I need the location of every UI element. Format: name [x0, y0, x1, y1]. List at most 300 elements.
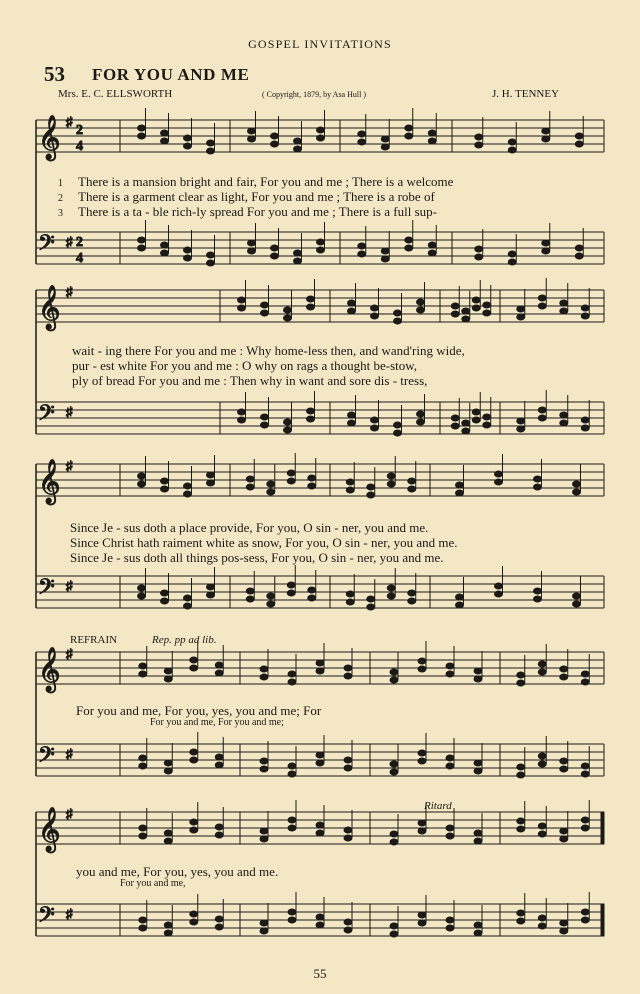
note-head [138, 245, 146, 251]
note-head [139, 825, 147, 831]
note-head [358, 251, 366, 257]
note-head [267, 489, 275, 495]
note-head [408, 486, 416, 492]
note-head [215, 916, 223, 922]
note-head [184, 595, 192, 601]
note-head [139, 925, 147, 931]
note-head [271, 141, 279, 147]
sharp-icon: ♯ [66, 906, 73, 921]
note-head [316, 660, 324, 666]
note-head [316, 922, 324, 928]
note-head [394, 430, 402, 436]
note-head [483, 302, 491, 308]
note-head [542, 128, 550, 134]
refrain-label: REFRAIN [70, 634, 118, 646]
note-head [248, 240, 256, 246]
note-head [394, 318, 402, 324]
note-head [284, 419, 292, 425]
copyright-notice: ( Copyright, 1879, by Asa Hull ) [262, 90, 366, 99]
note-head [462, 308, 470, 314]
note-head [348, 300, 356, 306]
note-head [581, 825, 589, 831]
note-head [139, 763, 147, 769]
note-head [418, 666, 426, 672]
note-head [261, 310, 269, 316]
note-head [215, 754, 223, 760]
note-head [287, 582, 295, 588]
note-head [184, 483, 192, 489]
sharp-icon: ♯ [66, 284, 73, 299]
note-head [581, 313, 589, 319]
note-head [164, 760, 172, 766]
note-head [534, 484, 542, 490]
note-head [581, 909, 589, 915]
note-head [538, 753, 546, 759]
note-head [138, 125, 146, 131]
note-head [260, 836, 268, 842]
note-head [138, 585, 146, 591]
note-head [190, 757, 198, 763]
note-head [288, 917, 296, 923]
note-head [475, 134, 483, 140]
note-head [428, 138, 436, 144]
note-head [316, 830, 324, 836]
note-head [517, 418, 525, 424]
note-head [207, 252, 215, 258]
refrain-direction: Rep. pp ad lib. [152, 634, 217, 646]
note-head [474, 760, 482, 766]
note-head [390, 839, 398, 845]
note-head [207, 148, 215, 154]
note-head [138, 481, 146, 487]
note-head [560, 666, 568, 672]
note-head [581, 771, 589, 777]
note-head [271, 133, 279, 139]
note-head [284, 307, 292, 313]
note-head [260, 928, 268, 934]
note-head [348, 412, 356, 418]
note-head [390, 831, 398, 837]
sharp-icon: ♯ [66, 746, 73, 761]
note-head [139, 917, 147, 923]
note-head [161, 138, 169, 144]
note-head [418, 912, 426, 918]
note-head [538, 915, 546, 921]
note-head [456, 594, 464, 600]
note-head [238, 297, 246, 303]
note-head [560, 308, 568, 314]
note-head [451, 311, 459, 317]
note-head [418, 750, 426, 756]
note-head [405, 125, 413, 131]
note-head [495, 479, 503, 485]
note-head [483, 414, 491, 420]
note-head [475, 142, 483, 148]
note-head [307, 416, 315, 422]
note-head [215, 762, 223, 768]
lyric-line: There is a mansion bright and fair, For you and me ; There is a welcome [78, 174, 454, 189]
note-head [451, 303, 459, 309]
note-head [417, 411, 425, 417]
note-head [260, 674, 268, 680]
note-head [475, 254, 483, 260]
note-head [138, 593, 146, 599]
note-head [474, 930, 482, 936]
note-head [417, 419, 425, 425]
sharp-icon: ♯ [66, 806, 73, 821]
note-head [246, 484, 254, 490]
note-head [139, 755, 147, 761]
note-head [581, 763, 589, 769]
note-head [261, 414, 269, 420]
note-head [184, 135, 192, 141]
note-head [294, 250, 302, 256]
note-head [344, 919, 352, 925]
note-head [346, 599, 354, 605]
note-head [371, 305, 379, 311]
note-head [456, 482, 464, 488]
note-head [387, 585, 395, 591]
lyric-line: There is a ta - ble rich-ly spread For you and me ; There is a full sup- [78, 204, 437, 219]
note-head [164, 768, 172, 774]
note-head [451, 423, 459, 429]
note-head [538, 923, 546, 929]
note-head [408, 590, 416, 596]
note-head [190, 819, 198, 825]
bass-clef-icon: 𝄢 [38, 231, 55, 261]
note-head [367, 484, 375, 490]
note-head [215, 670, 223, 676]
lyric-line: Since Je - sus doth a place provide, For you, O sin - ner, you and me. [70, 520, 429, 535]
note-head [139, 833, 147, 839]
note-head [390, 761, 398, 767]
note-head [417, 299, 425, 305]
note-head [367, 604, 375, 610]
note-head [215, 924, 223, 930]
note-head [417, 307, 425, 313]
note-head [317, 247, 325, 253]
final-barline [601, 812, 604, 844]
note-head [394, 422, 402, 428]
note-head [408, 598, 416, 604]
note-head [560, 300, 568, 306]
note-head [184, 247, 192, 253]
note-head [462, 420, 470, 426]
note-head [358, 131, 366, 137]
note-head [316, 822, 324, 828]
note-head [405, 245, 413, 251]
note-head [164, 922, 172, 928]
note-head [534, 596, 542, 602]
note-head [348, 420, 356, 426]
note-head [316, 914, 324, 920]
note-head [308, 475, 316, 481]
note-head [161, 486, 169, 492]
note-head [346, 479, 354, 485]
note-head [260, 666, 268, 672]
note-head [271, 253, 279, 259]
note-head [307, 296, 315, 302]
note-head [267, 481, 275, 487]
words-credit: Mrs. E. C. ELLSWORTH [58, 88, 173, 100]
note-head [534, 588, 542, 594]
note-head [428, 250, 436, 256]
note-head [184, 255, 192, 261]
note-head [190, 657, 198, 663]
note-head [207, 584, 215, 590]
note-head [316, 760, 324, 766]
refrain-upper-lyric: For you and me, For you, yes, you and me; For [76, 703, 322, 718]
note-head [387, 593, 395, 599]
note-head [317, 127, 325, 133]
note-head [344, 757, 352, 763]
note-head [428, 130, 436, 136]
note-head [517, 818, 525, 824]
verse-number: 1 [58, 178, 63, 189]
note-head [474, 838, 482, 844]
note-head [474, 768, 482, 774]
note-head [139, 663, 147, 669]
note-head [495, 591, 503, 597]
note-head [139, 671, 147, 677]
note-head [161, 130, 169, 136]
note-head [207, 140, 215, 146]
note-head [161, 590, 169, 596]
note-head [573, 601, 581, 607]
note-head [344, 827, 352, 833]
note-head [387, 481, 395, 487]
note-head [346, 591, 354, 597]
note-head [472, 297, 480, 303]
note-head [474, 922, 482, 928]
note-head [215, 662, 223, 668]
note-head [207, 260, 215, 266]
note-head [581, 671, 589, 677]
bass-clef-icon: 𝄢 [38, 743, 55, 773]
note-head [308, 587, 316, 593]
sharp-icon: ♯ [66, 114, 73, 129]
note-head [381, 144, 389, 150]
final-barline [601, 904, 604, 936]
note-head [517, 910, 525, 916]
music-credit: J. H. TENNEY [492, 88, 560, 100]
note-head [288, 825, 296, 831]
note-head [446, 663, 454, 669]
note-head [207, 592, 215, 598]
treble-clef-icon: 𝄞 [38, 647, 61, 691]
note-head [246, 476, 254, 482]
note-head [446, 917, 454, 923]
treble-clef-icon: 𝄞 [38, 115, 61, 159]
time-signature: 4 [76, 251, 83, 266]
note-head [358, 139, 366, 145]
note-head [418, 658, 426, 664]
note-head [517, 314, 525, 320]
note-head [575, 133, 583, 139]
note-head [138, 237, 146, 243]
note-head [367, 492, 375, 498]
sharp-icon: ♯ [66, 578, 73, 593]
note-head [215, 824, 223, 830]
note-head [474, 676, 482, 682]
note-head [446, 825, 454, 831]
note-head [446, 755, 454, 761]
note-head [446, 833, 454, 839]
note-head [367, 596, 375, 602]
note-head [138, 133, 146, 139]
note-head [560, 412, 568, 418]
note-head [294, 258, 302, 264]
note-head [560, 766, 568, 772]
note-head [390, 923, 398, 929]
note-head [560, 928, 568, 934]
note-head [271, 245, 279, 251]
note-head [581, 305, 589, 311]
note-head [446, 763, 454, 769]
note-head [317, 239, 325, 245]
note-head [371, 313, 379, 319]
page-number: 55 [313, 966, 327, 981]
sharp-icon: ♯ [66, 458, 73, 473]
note-head [288, 671, 296, 677]
note-head [288, 763, 296, 769]
note-head [405, 133, 413, 139]
note-head [446, 671, 454, 677]
note-head [581, 679, 589, 685]
note-head [472, 409, 480, 415]
note-head [581, 917, 589, 923]
bass-clef-icon: 𝄢 [38, 575, 55, 605]
note-head [517, 426, 525, 432]
note-head [287, 470, 295, 476]
note-head [261, 302, 269, 308]
note-head [294, 146, 302, 152]
hymn-number: 53 [44, 62, 65, 86]
note-head [517, 826, 525, 832]
note-head [517, 672, 525, 678]
note-head [161, 250, 169, 256]
note-head [390, 769, 398, 775]
note-head [371, 425, 379, 431]
note-head [472, 305, 480, 311]
note-head [542, 248, 550, 254]
note-head [581, 817, 589, 823]
note-head [575, 253, 583, 259]
note-head [248, 136, 256, 142]
note-head [317, 135, 325, 141]
note-head [308, 595, 316, 601]
note-head [508, 139, 516, 145]
note-head [390, 669, 398, 675]
note-head [573, 489, 581, 495]
note-head [288, 771, 296, 777]
note-head [474, 830, 482, 836]
lyric-line: Since Je - sus doth all things pos-sess, For you, O sin - ner, you and me. [70, 550, 444, 565]
note-head [508, 259, 516, 265]
note-head [517, 772, 525, 778]
note-head [560, 920, 568, 926]
note-head [475, 246, 483, 252]
treble-clef-icon: 𝄞 [38, 285, 61, 329]
note-head [246, 588, 254, 594]
note-head [575, 141, 583, 147]
note-head [560, 758, 568, 764]
note-head [538, 823, 546, 829]
note-head [542, 240, 550, 246]
note-head [261, 422, 269, 428]
note-head [446, 925, 454, 931]
note-head [190, 911, 198, 917]
note-head [462, 316, 470, 322]
note-head [164, 838, 172, 844]
note-head [428, 242, 436, 248]
running-head: GOSPEL INVITATIONS [248, 37, 392, 51]
note-head [483, 310, 491, 316]
sharp-icon: ♯ [66, 234, 73, 249]
note-head [390, 677, 398, 683]
note-head [316, 752, 324, 758]
note-head [308, 483, 316, 489]
note-head [381, 248, 389, 254]
note-head [517, 764, 525, 770]
note-head [472, 417, 480, 423]
note-head [307, 304, 315, 310]
note-head [190, 919, 198, 925]
note-head [456, 602, 464, 608]
note-head [190, 827, 198, 833]
note-head [538, 661, 546, 667]
note-head [387, 473, 395, 479]
note-head [508, 251, 516, 257]
note-head [381, 136, 389, 142]
note-head [560, 420, 568, 426]
note-head [164, 930, 172, 936]
note-head [394, 310, 402, 316]
note-head [215, 832, 223, 838]
note-head [495, 583, 503, 589]
note-head [451, 415, 459, 421]
note-head [238, 417, 246, 423]
lyric-line: ply of bread For you and me : Then why in want and sore dis - tress, [72, 373, 428, 388]
lyric-line: There is a garment clear as light, For you and me ; There is a robe of [78, 189, 435, 204]
note-head [138, 473, 146, 479]
note-head [267, 601, 275, 607]
time-signature: 2 [76, 123, 83, 138]
note-head [161, 478, 169, 484]
note-head [538, 761, 546, 767]
note-head [161, 242, 169, 248]
note-head [358, 243, 366, 249]
note-head [581, 425, 589, 431]
note-head [581, 417, 589, 423]
note-head [190, 749, 198, 755]
refrain-lower-lyric: For you and me, [120, 878, 186, 889]
bass-clef-icon: 𝄢 [38, 401, 55, 431]
note-head [267, 593, 275, 599]
note-head [294, 138, 302, 144]
lyric-line: pur - est white For you and me : O why on rags a thought be-stow, [72, 358, 418, 373]
note-head [190, 665, 198, 671]
treble-clef-icon: 𝄞 [38, 807, 61, 851]
lyric-line: Since Christ hath raiment white as snow, For you, O sin - ner, you and me. [70, 535, 458, 550]
note-head [238, 409, 246, 415]
note-head [316, 668, 324, 674]
refrain-lower-lyric: For you and me, For you and me; [150, 717, 284, 728]
note-head [542, 136, 550, 142]
note-head [344, 665, 352, 671]
note-head [238, 305, 246, 311]
note-head [483, 422, 491, 428]
